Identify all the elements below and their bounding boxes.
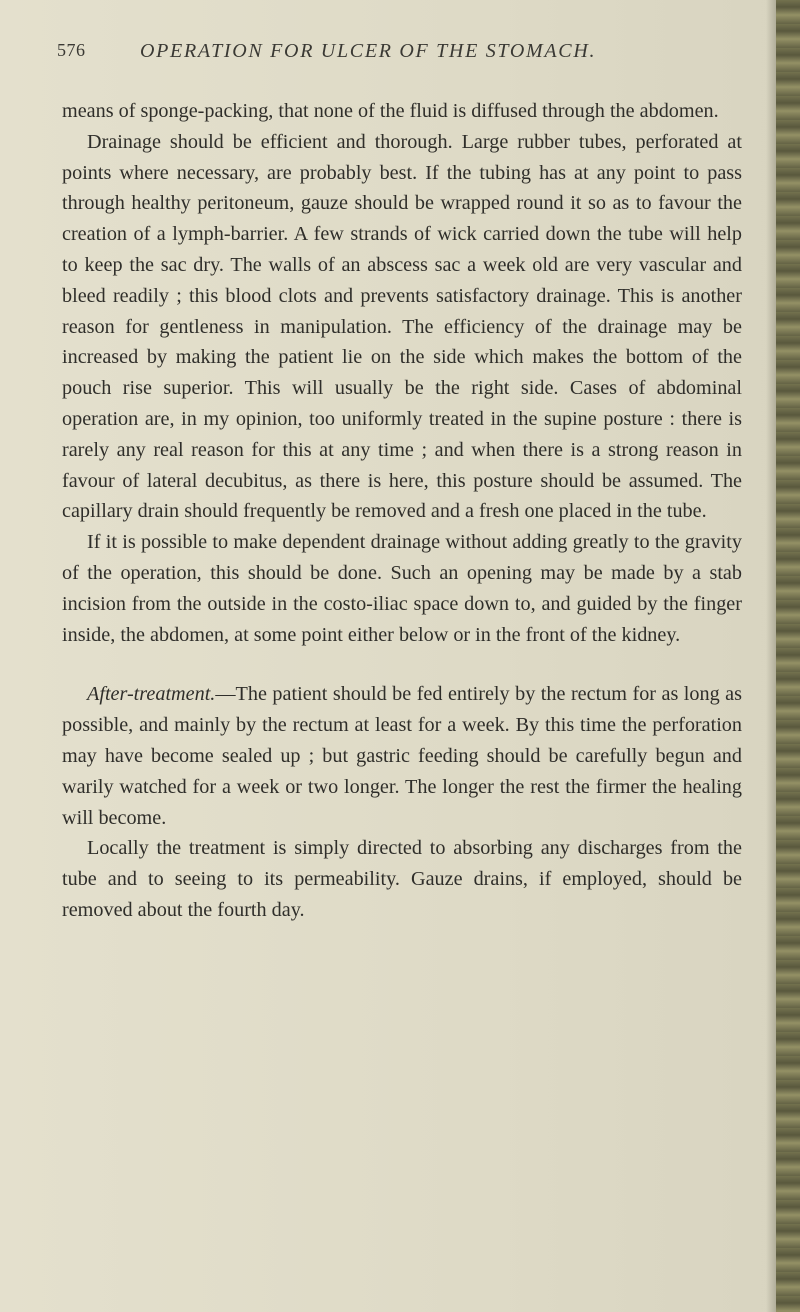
paragraph-continuation: means of sponge-packing, that none of the fluid is diffused through the abdomen. <box>62 100 719 122</box>
paragraph-drainage: Drainage should be efficient and thorough. Large rubber tubes, perforated at points where necessary, are probably best. If the tubing has at any point to pass through healthy peritoneum, gauze should be wrapped round it so as to favour the creation of a lymph-barrier. A few strands of wick carried down the tube will help to keep the sac dry. The walls of an abscess sac a week old are very vascular and bleed readily ; this blood clots and prevents satisfactory drainage. This is another reason for gentleness in manipulation. The efficiency of the drainage may be increased by making the patient lie on the side which makes the bottom of the pouch rise superior. This will usually be the right side. Cases of abdominal operation are, in my opinion, too uniformly treated in the supine posture : there is rarely any real reason for this at any time ; and when there is a strong reason in favour of lateral decubitus, as there is here, this posture should be assumed. The capillary drain should frequently be removed and a fresh one placed in the tube. <box>62 130 742 523</box>
after-treatment-text: —The patient should be fed entirely by the rectum for as long as possible, and mainly by the rectum at least for a week. By this time the perforation may have become sealed up ; but gastric feeding should be carefully begun and warily watched for a week or two longer. The longer the rest the firmer the healing will become. <box>62 683 742 829</box>
page-number: 576 <box>57 40 86 60</box>
book-edge <box>776 0 800 1312</box>
paragraph-local-treatment: Locally the treatment is simply directed to absorbing any discharges from the tube and to seeing to its permeability. Gauze drains, if employed, should be removed about the fourth day. <box>62 837 742 921</box>
page-gutter-shadow <box>766 0 776 1312</box>
running-head: OPERATION FOR ULCER OF THE STOMACH. <box>140 40 597 62</box>
body-text <box>62 96 742 926</box>
after-treatment-heading: After-treatment. <box>87 683 216 706</box>
paragraph-after-treatment <box>62 679 742 833</box>
paragraph-dependent-drainage: If it is possible to make dependent drainage without adding greatly to the gravity of the operation, this should be done. Such an opening may be made by a stab incision from the outside in the costo-iliac space down to, and guided by the finger inside, the abdomen, at some point either below or in the front of the kidney. <box>62 531 742 646</box>
